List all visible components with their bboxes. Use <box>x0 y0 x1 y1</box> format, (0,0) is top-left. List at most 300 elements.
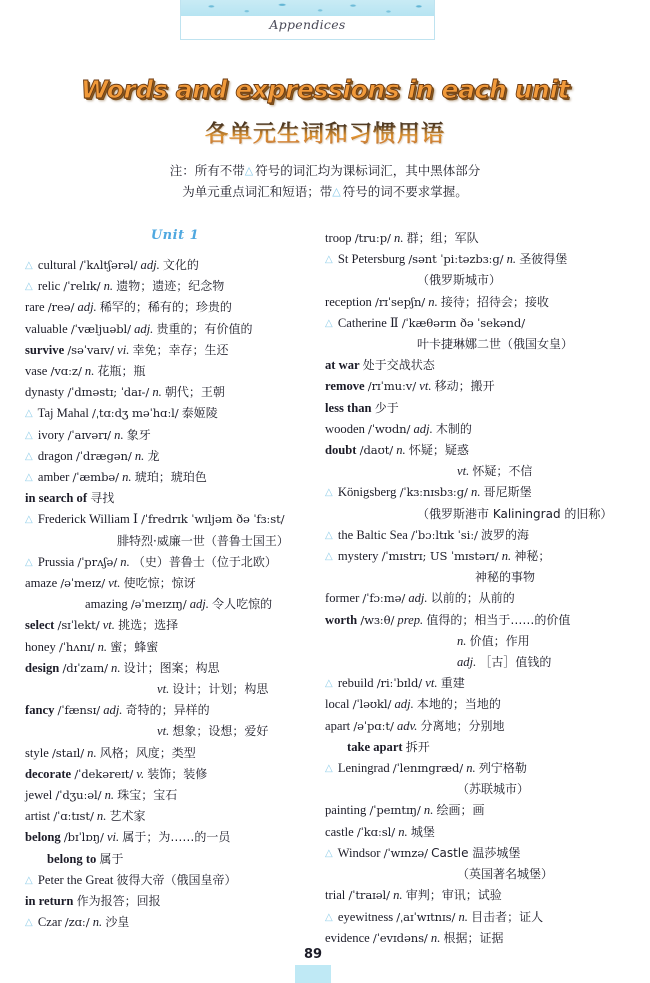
usage-note-line-1-part-b: 符号的词汇均为课标词汇，其中黑体部分 <box>255 163 481 178</box>
entry-phonetic: /dɪˈzaɪn/ <box>62 660 108 675</box>
entry-headword: painting <box>325 803 367 818</box>
entry-definition: 接待；招待会；接收 <box>440 294 549 309</box>
entry-headword: amazing <box>85 597 128 612</box>
entry-part-of-speech: n. <box>398 824 408 839</box>
page-number: 89 <box>295 945 331 965</box>
entry-phonetic: /ˈbɔːltɪk ˈsiː/ <box>410 527 478 542</box>
triangle-icon: △ <box>332 185 341 198</box>
entry-phonetic: /ˌtɑːdʒ məˈhɑːl/ <box>92 406 179 421</box>
entry-phonetic: /ˈrelɪk/ <box>63 279 101 294</box>
entry-definition: 蜜；蜂蜜 <box>110 639 159 654</box>
entry-phonetic: /ˈfɔːmə/ <box>362 591 406 606</box>
entry-definition: 彼得大帝（俄国皇帝） <box>116 872 237 887</box>
vocabulary-entry <box>25 340 325 361</box>
triangle-icon: △ <box>325 529 333 541</box>
vocabulary-entry <box>25 509 325 530</box>
entry-phonetic: /sɪˈlekt/ <box>57 618 100 633</box>
entry-definition: 泰姬陵 <box>181 406 218 421</box>
triangle-icon: △ <box>325 487 333 499</box>
entry-definition: （俄罗斯城市） <box>417 273 502 288</box>
entry-part-of-speech: n. <box>428 294 438 309</box>
entry-phonetic: /ˈkʌltʃərəl/ <box>79 258 138 272</box>
usage-note-line-2 <box>0 181 650 202</box>
triangle-icon: △ <box>25 514 33 526</box>
entry-definition: 装饰；装修 <box>147 766 208 781</box>
entry-definition: （英国著名城堡） <box>457 867 554 882</box>
triangle-icon: △ <box>325 317 333 329</box>
triangle-icon: △ <box>25 874 33 886</box>
entry-part-of-speech: n. <box>457 633 467 648</box>
usage-note-line-1 <box>0 160 650 181</box>
vocabulary-entry <box>325 694 625 715</box>
appendices-banner <box>180 0 435 40</box>
entry-definition: 神秘； <box>514 549 551 564</box>
entry-definition: 哥尼斯堡 <box>483 485 532 500</box>
entry-part-of-speech: n. <box>394 231 404 245</box>
entry-headword: rare <box>25 300 45 315</box>
entry-definition: 腓特烈·威廉一世（普鲁士国王） <box>117 533 289 548</box>
vocabulary-entry <box>25 276 325 297</box>
entry-definition: 花瓶；瓶 <box>97 364 146 379</box>
entry-part-of-speech: n. <box>396 443 406 458</box>
entry-phonetic: /ˈɑːtɪst/ <box>53 809 94 824</box>
entry-definition: 珠宝；宝石 <box>117 788 178 803</box>
entry-definition: 幸免；幸存；生还 <box>132 342 229 357</box>
entry-part-of-speech: n. <box>134 448 145 463</box>
entry-headword: in return <box>25 894 74 909</box>
entry-phonetic: /ˈtraɪəl/ <box>348 888 390 903</box>
vocabulary-entry <box>325 716 625 737</box>
entry-phonetic: /bɪˈlɒŋ/ <box>63 830 104 845</box>
entry-definition: 龙 <box>147 448 160 463</box>
entry-definition: （俄罗斯港市 Kaliningrad 的旧称） <box>417 506 613 521</box>
entry-phonetic: /ˈdɪnəstɪ; ˈdaɪ-/ <box>67 385 150 400</box>
vocabulary-entry <box>25 573 325 594</box>
entry-phonetic: /ˈfænsɪ/ <box>57 703 101 718</box>
vocabulary-entry <box>325 546 625 567</box>
entry-part-of-speech: adv. <box>396 718 418 733</box>
entry-part-of-speech: n. <box>120 554 130 569</box>
entry-phonetic: /ˌaɪˈwɪtnɪs/ <box>396 909 456 924</box>
entry-headword: dragon <box>37 448 73 463</box>
vocabulary-entry <box>325 482 625 503</box>
vocabulary-entry <box>325 652 625 673</box>
vocabulary-entry <box>25 531 325 552</box>
vocabulary-entry <box>325 567 625 588</box>
entry-phonetic: /əˈpɑːt/ <box>353 718 394 733</box>
entry-headword: former <box>325 591 360 606</box>
page-subtitle: 各单元生词和习惯用语 <box>0 115 650 148</box>
entry-headword: trial <box>325 888 346 903</box>
vocabulary-entry <box>25 721 325 742</box>
entry-definition: Castle 温莎城堡 <box>431 845 521 860</box>
entry-headword: survive <box>25 342 65 357</box>
entry-headword: design <box>25 660 60 675</box>
entry-headword: apart <box>325 718 351 733</box>
entry-definition: 神秘的事物 <box>475 570 536 585</box>
entry-part-of-speech: adj. <box>134 321 154 336</box>
unit-heading: Unit 1 <box>150 228 200 243</box>
vocabulary-entry <box>25 679 325 700</box>
entry-headword: ivory <box>37 427 65 442</box>
usage-note-line-2-part-b: 符号的词不要求掌握。 <box>342 184 468 199</box>
entry-part-of-speech: n. <box>152 385 162 400</box>
entry-part-of-speech: vt. <box>457 464 470 479</box>
entry-phonetic: /riːˈbɪld/ <box>376 676 423 691</box>
entry-definition: 审判；审讯；试验 <box>405 888 502 903</box>
vocabulary-entry <box>325 822 625 843</box>
entry-part-of-speech: n. <box>103 279 114 294</box>
triangle-icon: △ <box>244 164 254 177</box>
entry-headword: in search of <box>25 491 88 506</box>
entry-headword: belong to <box>47 851 97 866</box>
entry-part-of-speech: n. <box>87 745 97 760</box>
entry-part-of-speech: vt. <box>419 379 432 394</box>
entry-definition: （苏联城市） <box>457 782 530 797</box>
entry-part-of-speech: n. <box>466 761 476 776</box>
entry-definition: 重建 <box>440 676 465 691</box>
vocabulary-column-left <box>25 228 325 934</box>
vocabulary-entry <box>325 461 625 482</box>
entry-definition: 琥珀；琥珀色 <box>134 470 207 485</box>
entry-headword: doubt <box>325 443 357 458</box>
entry-definition: 作为报答；回报 <box>76 894 161 909</box>
entry-phonetic: /ˈevɪdəns/ <box>372 930 428 945</box>
triangle-icon: △ <box>25 472 33 484</box>
entry-phonetic: /ˈwɪnzə/ <box>383 845 428 860</box>
entry-headword: Taj Mahal <box>37 406 89 421</box>
vocabulary-entry <box>25 912 325 933</box>
triangle-icon: △ <box>25 450 33 462</box>
entry-phonetic: /ˈwʊdn/ <box>368 421 411 436</box>
entry-headword: honey <box>25 639 56 654</box>
entry-phonetic: /ˈmɪstrɪ; US ˈmɪstərɪ/ <box>381 549 499 564</box>
triangle-icon: △ <box>25 429 33 441</box>
entry-headword: castle <box>325 824 354 839</box>
entry-headword: Prussia <box>37 554 75 569</box>
entry-headword: the Baltic Sea <box>337 527 408 542</box>
vocabulary-entry <box>25 403 325 424</box>
entry-headword: reception <box>325 294 372 309</box>
vocabulary-entry <box>325 440 625 461</box>
vocabulary-entry <box>25 827 325 848</box>
vocabulary-entry <box>25 658 325 679</box>
entry-part-of-speech: adj. <box>140 258 160 272</box>
entry-headword: jewel <box>25 788 53 803</box>
entry-headword: cultural <box>37 258 77 272</box>
entry-part-of-speech: n. <box>458 909 468 924</box>
vocabulary-entry <box>325 270 625 291</box>
vocabulary-entry <box>325 928 625 949</box>
entry-part-of-speech: prep. <box>397 612 424 627</box>
entry-headword: decorate <box>25 766 72 781</box>
entry-phonetic: /ˈæmbə/ <box>72 470 119 485</box>
vocabulary-entry <box>25 297 325 318</box>
entry-definition: 怀疑；疑惑 <box>408 443 469 458</box>
vocabulary-entry <box>325 334 625 355</box>
vocabulary-entry <box>325 355 625 376</box>
entry-definition: 值得的；相当于……的价值 <box>426 612 571 627</box>
entry-part-of-speech: n. <box>97 639 108 654</box>
entry-definition: 移动；搬开 <box>434 379 495 394</box>
triangle-icon: △ <box>325 254 333 266</box>
entry-headword: belong <box>25 830 61 845</box>
vocabulary-entry <box>325 800 625 821</box>
entry-definition: 少于 <box>374 400 399 415</box>
entry-part-of-speech: n. <box>114 427 124 442</box>
entry-definition: 木制的 <box>435 421 472 436</box>
entry-definition: 令人吃惊的 <box>212 597 273 612</box>
vocabulary-entry <box>325 864 625 885</box>
entry-definition: 艺术家 <box>109 809 146 824</box>
entry-definition: 文化的 <box>162 258 199 272</box>
entry-part-of-speech: vi. <box>106 830 120 845</box>
vocabulary-entry <box>325 292 625 313</box>
entry-definition: ［古］值钱的 <box>479 655 552 670</box>
entry-part-of-speech: n. <box>501 549 512 564</box>
vocabulary-entry <box>25 382 325 403</box>
entry-part-of-speech: adj. <box>457 655 477 670</box>
entry-headword: artist <box>25 809 51 824</box>
vocabulary-entry <box>25 467 325 488</box>
entry-phonetic: /rɪˈmuːv/ <box>367 379 417 394</box>
usage-note <box>0 160 650 202</box>
vocabulary-entry <box>325 779 625 800</box>
vocabulary-entry <box>325 843 625 864</box>
entry-part-of-speech: n. <box>471 485 481 500</box>
usage-note-line-2-part-a: 为单元重点词汇和短语；带 <box>182 184 333 199</box>
entry-headword: Peter the Great <box>37 872 114 887</box>
entry-phonetic: /ˈprʌʃə/ <box>77 554 118 569</box>
entry-headword: vase <box>25 364 48 379</box>
usage-note-line-1-part-a: 注：所有不带 <box>169 163 245 178</box>
entry-definition: （史）普鲁士（位于北欧） <box>132 554 277 569</box>
entry-headword: select <box>25 618 55 633</box>
banner-texture-strip <box>181 0 434 16</box>
vocabulary-entry <box>325 907 625 928</box>
triangle-icon: △ <box>25 408 33 420</box>
entry-definition: 以前的；从前的 <box>430 591 515 606</box>
entry-phonetic: /rɪˈsepʃn/ <box>375 294 426 309</box>
entry-part-of-speech: n. <box>430 930 441 945</box>
entry-definition: 本地的；当地的 <box>416 697 501 712</box>
entry-definition: 处于交战状态 <box>362 358 435 373</box>
entry-phonetic: /ˈvæljuəbl/ <box>70 321 131 336</box>
vocabulary-entry <box>25 552 325 573</box>
entry-definition: 象牙 <box>126 427 151 442</box>
entry-part-of-speech: vt. <box>157 724 170 739</box>
entry-definition: 奇特的；异样的 <box>125 703 210 718</box>
entry-phonetic: /ˈpeɪntɪŋ/ <box>369 803 421 818</box>
entry-definition: 沙皇 <box>105 915 130 930</box>
triangle-icon: △ <box>25 260 33 271</box>
vocabulary-entry <box>325 631 625 652</box>
entry-headword: mystery <box>337 549 379 564</box>
vocabulary-entry <box>25 743 325 764</box>
entry-headword: Königsberg <box>337 485 397 500</box>
entry-phonetic: /zɑː/ <box>64 915 90 930</box>
triangle-icon: △ <box>325 678 333 690</box>
entry-headword: at war <box>325 358 360 373</box>
entry-part-of-speech: adj. <box>413 421 433 436</box>
vocabulary-entry <box>25 361 325 382</box>
entry-part-of-speech: vt. <box>108 576 121 591</box>
triangle-icon: △ <box>325 551 333 563</box>
entry-headword: Windsor <box>337 845 381 860</box>
vocabulary-entry <box>25 488 325 509</box>
entry-definition: 属于；为……的一员 <box>122 830 231 845</box>
entry-part-of-speech: vt. <box>157 682 170 697</box>
entry-list-left <box>25 255 325 934</box>
entry-phonetic: /səˈvaɪv/ <box>67 342 114 357</box>
entry-phonetic: /truːp/ <box>354 231 391 245</box>
entry-definition: 使吃惊；惊讶 <box>123 576 196 591</box>
vocabulary-entry <box>325 525 625 546</box>
vocabulary-entry <box>325 673 625 694</box>
entry-phonetic: /ˈhʌnɪ/ <box>58 639 95 654</box>
entry-definition: 风格；风度；类型 <box>99 745 196 760</box>
entry-headword: St Petersburg <box>337 252 406 267</box>
entry-headword: Catherine Ⅱ <box>337 315 399 330</box>
entry-definition: 寻找 <box>90 491 115 506</box>
vocabulary-entry <box>325 249 625 270</box>
entry-definition: 遗物；遗迹；纪念物 <box>116 279 225 294</box>
entry-phonetic: /daʊt/ <box>359 443 394 458</box>
entry-phonetic: /ˈkɑːsl/ <box>356 824 396 839</box>
entry-definition: 设计；图案；构思 <box>123 660 220 675</box>
entry-part-of-speech: adj. <box>408 591 428 606</box>
entry-list-right <box>325 228 625 949</box>
vocabulary-entry <box>25 764 325 785</box>
entry-phonetic: /ˈlenɪngræd/ <box>392 761 464 776</box>
vocabulary-entry <box>325 737 625 758</box>
entry-part-of-speech: v. <box>136 766 145 781</box>
entry-headword: remove <box>325 379 365 394</box>
entry-phonetic: /ˈkæθərɪn ðə ˈsekənd/ <box>401 315 526 330</box>
triangle-icon: △ <box>325 847 333 859</box>
page-title: Words and expressions in each unit <box>80 75 570 104</box>
entry-headword: local <box>325 697 350 712</box>
vocabulary-entry <box>325 398 625 419</box>
entry-definition: 怀疑；不信 <box>472 464 533 479</box>
entry-definition: 想象；设想；爱好 <box>172 724 269 739</box>
entry-definition: 波罗的海 <box>480 527 529 542</box>
vocabulary-entry <box>25 255 325 276</box>
entry-headword: dynasty <box>25 385 65 400</box>
entry-part-of-speech: adj. <box>394 697 414 712</box>
entry-definition: 挑选；选择 <box>118 618 179 633</box>
entry-phonetic: /əˈmeɪz/ <box>60 576 106 591</box>
entry-phonetic: /ˈdrægən/ <box>76 448 132 463</box>
entry-phonetic: /reə/ <box>47 300 75 315</box>
entry-headword: Leningrad <box>337 761 390 776</box>
entry-phonetic: /ˈaɪvərɪ/ <box>67 427 111 442</box>
vocabulary-entry <box>25 870 325 891</box>
entry-part-of-speech: vt. <box>102 618 115 633</box>
vocabulary-entry <box>325 376 625 397</box>
entry-definition: 拆开 <box>405 739 430 754</box>
entry-definition: 稀罕的；稀有的；珍贵的 <box>99 300 232 315</box>
vocabulary-entry <box>325 758 625 779</box>
entry-headword: evidence <box>325 930 370 945</box>
entry-phonetic: /ˈfredrɪk ˈwɪljəm ðə ˈfɜːst/ <box>141 512 285 527</box>
vocabulary-entry <box>25 446 325 467</box>
entry-headword: relic <box>37 279 61 294</box>
entry-phonetic: /ˈkɜːnɪsbɜːg/ <box>399 485 468 500</box>
entry-definition: 绘画；画 <box>436 803 485 818</box>
entry-part-of-speech: n. <box>84 364 95 379</box>
entry-definition: 列宁格勒 <box>478 761 527 776</box>
entry-headword: Frederick William Ⅰ <box>37 512 138 527</box>
vocabulary-entry <box>25 891 325 912</box>
entry-headword: take apart <box>347 739 403 754</box>
entry-headword: amaze <box>25 576 58 591</box>
entry-part-of-speech: n. <box>506 252 517 267</box>
vocabulary-entry <box>325 610 625 631</box>
entry-definition: 属于 <box>99 851 124 866</box>
vocabulary-entry <box>25 785 325 806</box>
vocabulary-entry <box>325 588 625 609</box>
entry-phonetic: /wɜːθ/ <box>360 612 395 627</box>
entry-phonetic: /staɪl/ <box>51 745 85 760</box>
triangle-icon: △ <box>25 556 33 568</box>
entry-definition: 群；组；军队 <box>406 231 479 245</box>
banner-label: Appendices <box>269 17 346 32</box>
vocabulary-column-right <box>325 228 625 949</box>
entry-part-of-speech: adj. <box>103 703 123 718</box>
entry-part-of-speech: adj. <box>189 597 209 612</box>
entry-definition: 朝代；王朝 <box>164 385 225 400</box>
entry-phonetic: /əˈmeɪzɪŋ/ <box>130 597 187 612</box>
vocabulary-entry <box>325 228 625 249</box>
entry-definition: 城堡 <box>410 824 435 839</box>
vocabulary-entry <box>325 419 625 440</box>
entry-definition: 根据；证据 <box>443 930 504 945</box>
entry-definition: 贵重的；有价值的 <box>156 321 253 336</box>
vocabulary-entry <box>325 885 625 906</box>
triangle-icon: △ <box>25 281 33 293</box>
entry-part-of-speech: n. <box>96 809 107 824</box>
entry-phonetic: /ˈdekəreɪt/ <box>74 766 134 781</box>
entry-definition: 分离地；分别地 <box>420 718 505 733</box>
vocabulary-entry <box>325 504 625 525</box>
entry-phonetic: /ˈdʒuːəl/ <box>55 788 102 803</box>
entry-headword: wooden <box>325 421 365 436</box>
entry-headword: amber <box>37 470 70 485</box>
vocabulary-entry <box>25 637 325 658</box>
vocabulary-entry <box>25 425 325 446</box>
entry-part-of-speech: n. <box>104 788 115 803</box>
vocabulary-entry <box>25 594 325 615</box>
vocabulary-entry <box>25 806 325 827</box>
entry-part-of-speech: vi. <box>117 342 130 357</box>
triangle-icon: △ <box>325 763 333 775</box>
vocabulary-entry <box>25 319 325 340</box>
entry-part-of-speech: n. <box>92 915 103 930</box>
entry-headword: worth <box>325 612 358 627</box>
entry-headword: eyewitness <box>337 909 394 924</box>
entry-headword: troop <box>325 231 352 245</box>
entry-phonetic: /sənt ˈpiːtəzbɜːg/ <box>408 252 504 267</box>
entry-definition: 叶卡捷琳娜二世（俄国女皇） <box>417 337 574 352</box>
vocabulary-entry <box>325 313 625 334</box>
entry-headword: valuable <box>25 321 68 336</box>
entry-headword: less than <box>325 400 372 415</box>
entry-definition: 设计；计划；构思 <box>172 682 269 697</box>
vocabulary-entry <box>25 700 325 721</box>
triangle-icon: △ <box>325 911 333 923</box>
vocabulary-entry <box>25 849 325 870</box>
